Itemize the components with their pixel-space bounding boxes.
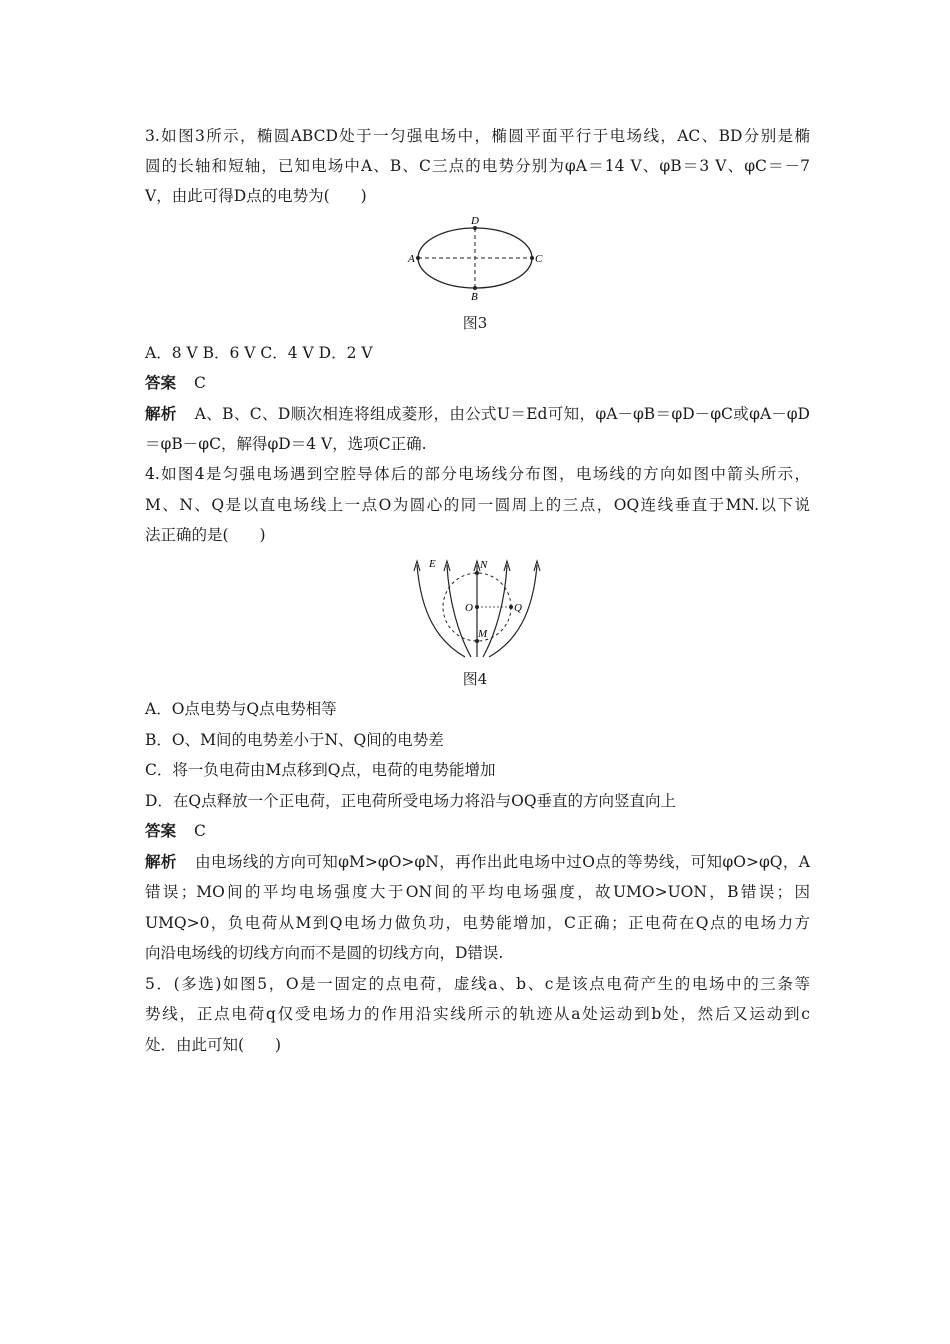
q4-analysis-line-3: UMQ>0，负电荷从M到Q电场力做负功，电势能增加，C正确；正电荷在Q点的电场力方 xyxy=(145,914,810,932)
analysis-text: 由电场线的方向可知φM>φO>φN，再作出此电场中过O点的等势线，可知φO>φQ，A xyxy=(194,853,810,871)
q4-analysis-line-4: 向沿电场线的切线方向而不是圆的切线方向，D错误. xyxy=(145,944,504,962)
q3-options: A．8 V B．6 V C．4 V D．2 V xyxy=(145,344,373,362)
point-N xyxy=(475,571,479,575)
label-D: D xyxy=(471,215,479,227)
label-M: M xyxy=(478,628,488,640)
q4-analysis-line-1 xyxy=(145,851,810,873)
q3-answer xyxy=(145,372,810,394)
ellipse-figure xyxy=(400,212,550,304)
q4-analysis-line-2: 错误；MO间的平均电场强度大于ON间的平均电场强度，故UMO>UON，B错误；因 xyxy=(145,883,810,901)
point-A xyxy=(416,256,420,260)
q3-stem-line-2: 圆的长轴和短轴，已知电场中A、B、C三点的电势分别为φA＝14 V、φB＝3 V、φC＝－7 xyxy=(145,157,810,175)
analysis-label: 解析 xyxy=(145,852,177,871)
q5-stem-line-2: 势线，正点电荷q仅受电场力的作用沿实线所示的轨迹从a处运动到b处，然后又运动到c xyxy=(145,1005,810,1023)
analysis-label: 解析 xyxy=(145,404,177,423)
field-line-4 xyxy=(483,565,507,657)
q3-analysis-line-1 xyxy=(145,403,810,425)
label-O: O xyxy=(465,602,473,614)
figure3-caption: 图3 xyxy=(462,314,488,332)
q4-stem-line-1: 4.如图4是匀强电场遇到空腔导体后的部分电场线分布图，电场线的方向如图中箭头所示， xyxy=(145,465,810,483)
field-lines-figure xyxy=(405,553,550,663)
label-E: E xyxy=(429,558,436,570)
q4-option-a: A．O点电势与Q点电势相等 xyxy=(145,700,337,718)
answer-value: C xyxy=(194,374,206,392)
point-B xyxy=(473,286,477,290)
q4-stem-line-3: 法正确的是( ) xyxy=(145,526,266,544)
q4-answer xyxy=(145,820,810,842)
label-C: C xyxy=(535,253,543,265)
figure4-caption: 图4 xyxy=(462,670,488,688)
label-B: B xyxy=(471,291,478,303)
label-N: N xyxy=(480,559,488,571)
q5-stem-line-1: 5．(多选)如图5，O是一固定的点电荷，虚线a、b、c是该点电荷产生的电场中的三条等 xyxy=(145,975,810,993)
label-Q: Q xyxy=(514,602,522,614)
analysis-text: A、B、C、D顺次相连将组成菱形，由公式U＝Ed可知，φA－φB＝φD－φC或φA－φD xyxy=(194,405,810,423)
answer-label: 答案 xyxy=(145,373,177,392)
q5-stem-line-3: 处．由此可知( ) xyxy=(145,1036,282,1054)
answer-label: 答案 xyxy=(145,821,177,840)
answer-value: C xyxy=(194,822,206,840)
q3-stem-line-1: 3.如图3所示，椭圆ABCD处于一匀强电场中，椭圆平面平行于电场线，AC、BD分别是椭 xyxy=(145,127,810,145)
q3-analysis-line-2: ＝φB－φC，解得φD＝4 V，选项C正确. xyxy=(145,435,427,453)
q4-stem-line-2: M、N、Q是以直电场线上一点O为圆心的同一圆周上的三点，OQ连线垂直于MN.以下说 xyxy=(145,496,810,514)
q3-stem-line-3: V，由此可得D点的电势为( ) xyxy=(145,187,367,205)
q4-option-d: D．在Q点释放一个正电荷，正电荷所受电场力将沿与OQ垂直的方向竖直向上 xyxy=(145,792,677,810)
q4-option-b: B．O、M间的电势差小于N、Q间的电势差 xyxy=(145,731,444,749)
q4-option-c: C．将一负电荷由M点移到Q点，电荷的电势能增加 xyxy=(145,761,496,779)
point-C xyxy=(530,256,534,260)
label-A: A xyxy=(408,253,415,265)
